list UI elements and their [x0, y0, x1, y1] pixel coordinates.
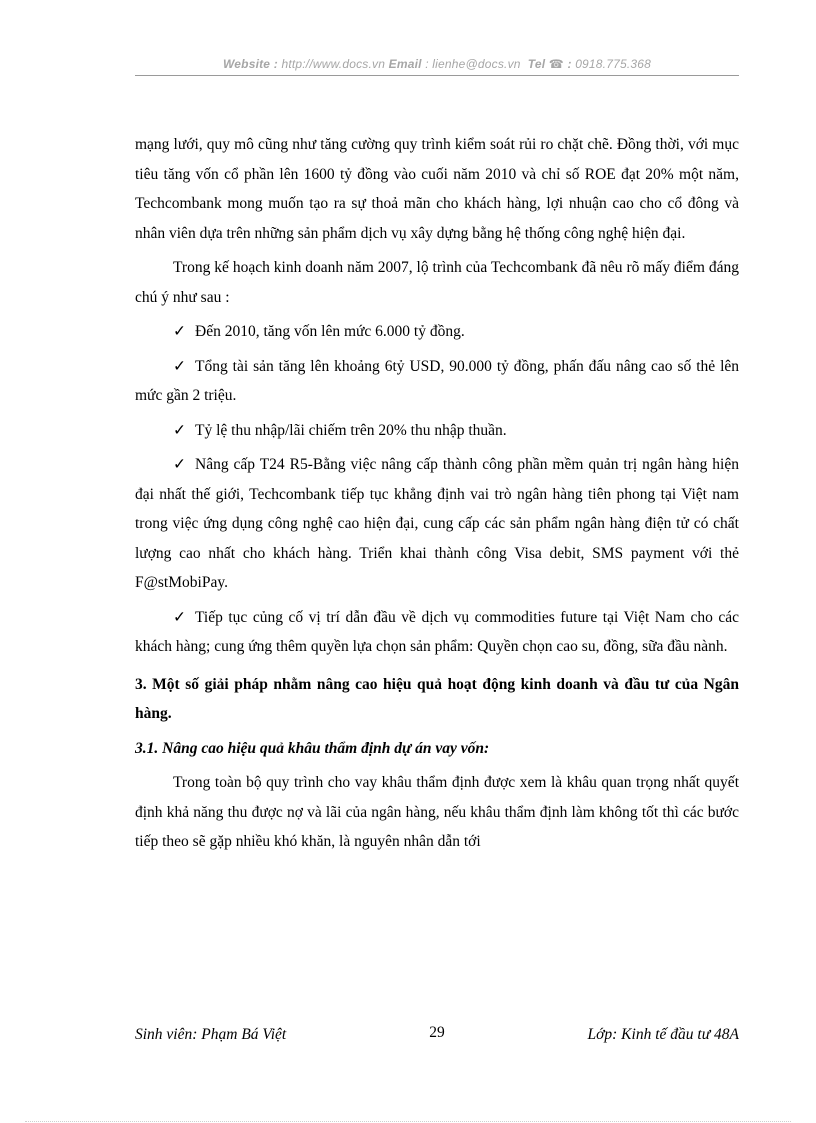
check-icon: ✓ — [173, 357, 186, 375]
website-label: Website : — [222, 57, 278, 71]
check-icon: ✓ — [173, 456, 186, 473]
check-item-text: Tổng tài sản tăng lên khoảng 6tỷ USD, 90.000 tỷ đồng, phấn đấu nâng cao số thẻ lên mức gần 2 triệu. — [135, 357, 739, 404]
student-name: Sinh viên: Phạm Bá Việt — [135, 1026, 287, 1043]
header-divider — [135, 75, 739, 76]
check-item-text: Tiếp tục củng cố vị trí dẫn đầu về dịch vụ commodities future tại Việt Nam cho các khách hàng; cung ứng thêm quyền lựa chọn sản phẩm: Quyền chọn cao su, đồng, sữa đầu nành. — [135, 608, 739, 655]
page-bottom-edge — [25, 1121, 791, 1122]
subsection-heading-3-1: 3.1. Nâng cao hiệu quả khâu thẩm định dự án vay vốn: — [135, 739, 490, 757]
class-label: Lớp: Kinh tế đầu tư 48A — [587, 1026, 739, 1043]
section-heading-3: 3. Một số giải pháp nhằm nâng cao hiệu quả hoạt động kinh doanh và đầu tư của Ngân hàng. — [135, 675, 739, 722]
document-body — [135, 130, 739, 862]
check-item-text: Tỷ lệ thu nhập/lãi chiếm trên 20% thu nhập thuần. — [195, 421, 507, 439]
check-icon: ✓ — [173, 608, 186, 626]
check-icon: ✓ — [173, 421, 186, 439]
paragraph-plan: Trong kế hoạch kinh doanh năm 2007, lộ trình của Techcombank đã nêu rõ mấy điểm đáng chú ý như sau : — [135, 259, 739, 306]
check-icon: ✓ — [173, 323, 186, 340]
email-value: : lienhe@docs.vn — [425, 57, 521, 71]
check-item-text: Nâng cấp T24 R5-Bằng việc nâng cấp thành công phần mềm quản trị ngân hàng hiện đại nhất thế giới, Techcombank tiếp tục khẳng định vai trò ngân hàng tiên phong tại Việt nam trong việc ứng dụng công nghệ cao hiện đại, cung cấp các sản phẩm ngân hàng điện tử có chất lượng cao nhất cho khách hàng. Triển khai thành công Visa debit, SMS payment với thẻ F@stMobiPay. — [135, 456, 739, 591]
page-number: 29 — [429, 1024, 445, 1041]
website-value: http://www.docs.vn — [281, 57, 386, 71]
check-item-1 — [135, 317, 739, 347]
check-item-3 — [135, 416, 739, 446]
check-item-4 — [135, 450, 739, 598]
check-item-text: Đến 2010, tăng vốn lên mức 6.000 tỷ đồng. — [195, 323, 465, 340]
check-item-2 — [135, 352, 739, 411]
page-header — [135, 57, 739, 71]
tel-label: Tel ☎ : — [527, 57, 572, 71]
paragraph-intro: mạng lưới, quy mô cũng như tăng cường quy trình kiểm soát rủi ro chặt chẽ. Đồng thời, với mục tiêu tăng vốn cổ phần lên 1600 tỷ đồng vào cuối năm 2010 và chỉ số ROE đạt 20% một năm, Techcombank mong muốn tạo ra sự thoả mãn cho khách hàng, lợi nhuận cao cho cổ đông và nhân viên dựa trên những sản phẩm dịch vụ xây dựng bằng hệ thống công nghệ hiện đại. — [135, 136, 739, 242]
email-label: Email — [388, 57, 422, 71]
check-item-5 — [135, 603, 739, 662]
paragraph-appraisal: Trong toàn bộ quy trình cho vay khâu thẩm định được xem là khâu quan trọng nhất quyết định khả năng thu được nợ và lãi của ngân hàng, nếu khâu thẩm định làm không tốt thì các bước tiếp theo sẽ gặp nhiều khó khăn, là nguyên nhân dẫn tới — [135, 774, 739, 850]
tel-value: 0918.775.368 — [575, 57, 651, 71]
page-footer — [135, 1026, 739, 1048]
